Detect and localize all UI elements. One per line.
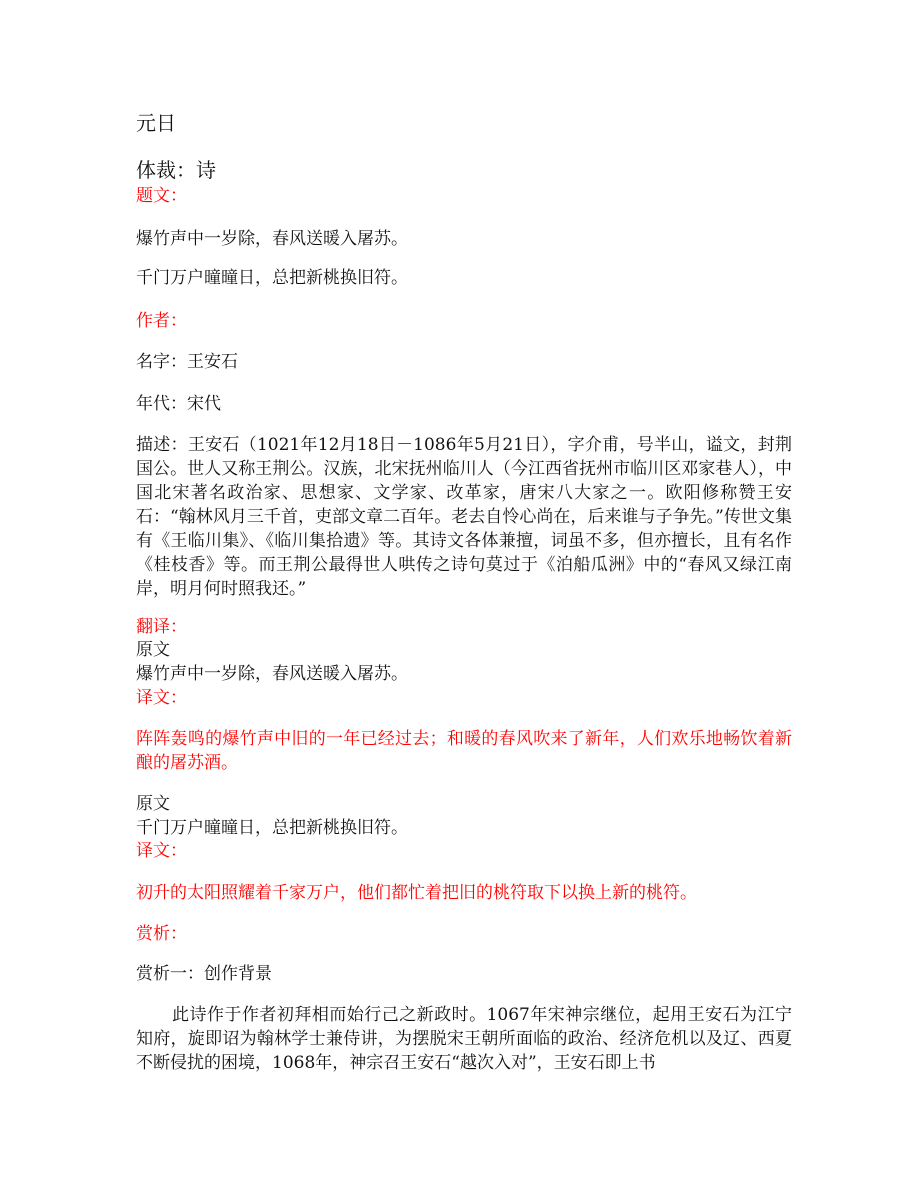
poem-line-2: 千门万户曈曈日，总把新桃换旧符。 [136, 268, 408, 288]
translation-text: 阵阵轰鸣的爆竹声中旧的一年已经过去；和暖的春风吹来了新年，人们欢乐地畅饮着新酿的屠苏酒。 [136, 729, 792, 773]
author-description: 描述：王安石（1021年12月18日－1086年5月21日），字介甫，号半山，谥文，封荆国公。世人又称王荆公。汉族，北宋抚州临川人（今江西省抚州市临川区邓家巷人），中国北宋著名政治家、思想家、文学家、改革家，唐宋八大家之一。欧阳修称赞王安石：“翰林风月三千首，吏部文章二百年。老去自怜心尚在，后来谁与子争先。”传世文集有《王临川集》、《临川集拾遗》等。其诗文各体兼擅，词虽不多，但亦擅长，且有名作《桂枝香》等。而王荆公最得世人哄传之诗句莫过于《泊船瓜洲》中的“春风又绿江南岸，明月何时照我还。” [136, 435, 792, 599]
poem-title: 元日 [136, 111, 176, 135]
appreciation-subtitle: 赏析一：创作背景 [136, 964, 272, 984]
original-text: 爆竹声中一岁除，春风送暖入屠苏。 [136, 664, 408, 684]
author-label: 作者： [136, 311, 187, 331]
appreciation-label: 赏析： [136, 924, 187, 944]
original-label: 原文 [136, 794, 170, 814]
translation-text: 初升的太阳照耀着千家万户，他们都忙着把旧的桃符取下以换上新的桃符。 [136, 883, 697, 903]
poem-text-label: 题文： [136, 186, 187, 206]
original-label: 原文 [136, 640, 170, 660]
author-name: 名字：王安石 [136, 352, 238, 372]
original-text: 千门万户曈曈日，总把新桃换旧符。 [136, 818, 408, 838]
poem-line-1: 爆竹声中一岁除，春风送暖入屠苏。 [136, 229, 408, 249]
translation-text-label: 译文： [136, 688, 187, 708]
appreciation-text: 此诗作于作者初拜相而始行己之新政时。1067年宋神宗继位，起用王安石为江宁知府，旋即诏为翰林学士兼侍讲，为摆脱宋王朝所面临的政治、经济危机以及辽、西夏不断侵扰的困境，1068年，神宗召王安石“越次入对”，王安石即上书 [136, 1005, 792, 1073]
genre-line: 体裁：诗 [136, 158, 216, 182]
translation-text-label: 译文： [136, 841, 187, 861]
translation-label: 翻译： [136, 617, 187, 637]
author-era: 年代：宋代 [136, 394, 221, 414]
